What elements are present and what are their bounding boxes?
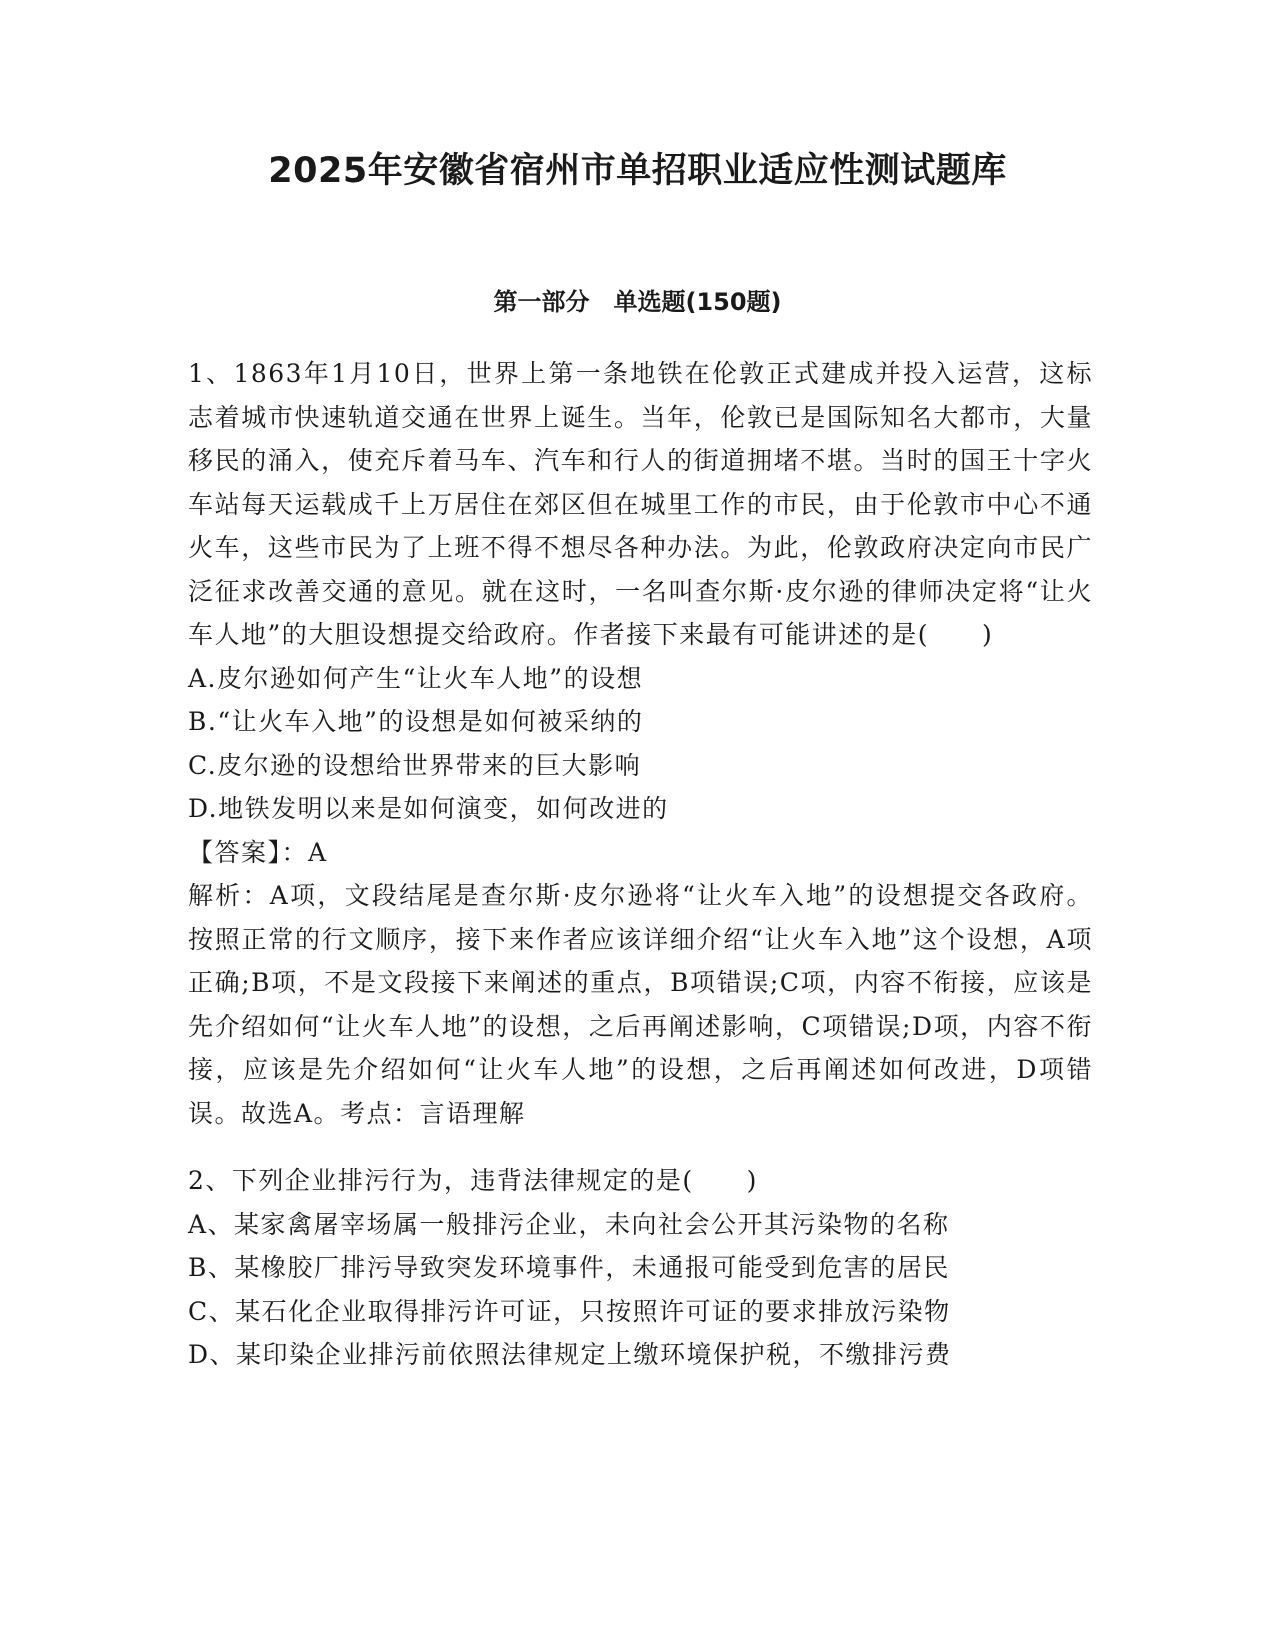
document-body bbox=[188, 352, 1093, 1377]
question-2 bbox=[188, 1159, 1093, 1377]
option-b: B、某橡胶厂排污导致突发环境事件，未通报可能受到危害的居民 bbox=[188, 1253, 950, 1282]
option-c: C.皮尔逊的设想给世界带来的巨大影响 bbox=[188, 750, 642, 780]
question-stem: 1、1863年1月10日，世界上第一条地铁在伦敦正式建成并投入运营，这标志着城市快速轨道交通在世界上诞生。当年，伦敦已是国际知名大都市，大量移民的涌入，使充斥着马车、汽车和行人的街道拥堵不堪。当时的国王十字火车站每天运载成千上万居住在郊区但在城里工作的市民，由于伦敦市中心不通火车，这些市民为了上班不得不想尽各种办法。为此，伦敦政府决定向市民广泛征求改善交通的意见。就在这时，一名叫查尔斯·皮尔逊的律师决定将“让火车人地”的大胆设想提交给政府。作者接下来最有可能讲述的是( ) bbox=[188, 359, 1093, 649]
option-b: B.“让火车入地”的设想是如何被采纳的 bbox=[188, 707, 644, 736]
option-c: C、某石化企业取得排污许可证，只按照许可证的要求排放污染物 bbox=[188, 1296, 951, 1326]
option-a: A.皮尔逊如何产生“让火车人地”的设想 bbox=[188, 663, 644, 693]
option-a: A、某家禽屠宰场属一般排污企业，未向社会公开其污染物的名称 bbox=[188, 1209, 950, 1239]
option-d: D.地铁发明以来是如何演变，如何改进的 bbox=[188, 794, 669, 823]
question-spacer bbox=[188, 1135, 1093, 1159]
option-d: D、某印染企业排污前依照法律规定上缴环境保护税，不缴排污费 bbox=[188, 1340, 952, 1369]
question-stem: 2、下列企业排污行为，违背法律规定的是( ) bbox=[188, 1166, 758, 1195]
section-title: 第一部分 单选题(150题) bbox=[493, 288, 782, 316]
answer: 【答案】：A bbox=[188, 837, 328, 867]
document-title: 2025年安徽省宿州市单招职业适应性测试题库 bbox=[268, 151, 1007, 191]
question-1 bbox=[188, 352, 1093, 1135]
analysis: 解析：A项，文段结尾是查尔斯·皮尔逊将“让火车入地”的设想提交各政府。按照正常的行文顺序，接下来作者应该详细介绍“让火车入地”这个设想，A项正确;B项，不是文段接下来阐述的重点，B项错误;C项，内容不衔接，应该是先介绍如何“让火车人地”的设想，之后再阐述影响，C项错误;D项，内容不衔接，应该是先介绍如何“让火车人地”的设想，之后再阐述如何改进，D项错误。故选A。考点：言语理解 bbox=[188, 881, 1093, 1128]
